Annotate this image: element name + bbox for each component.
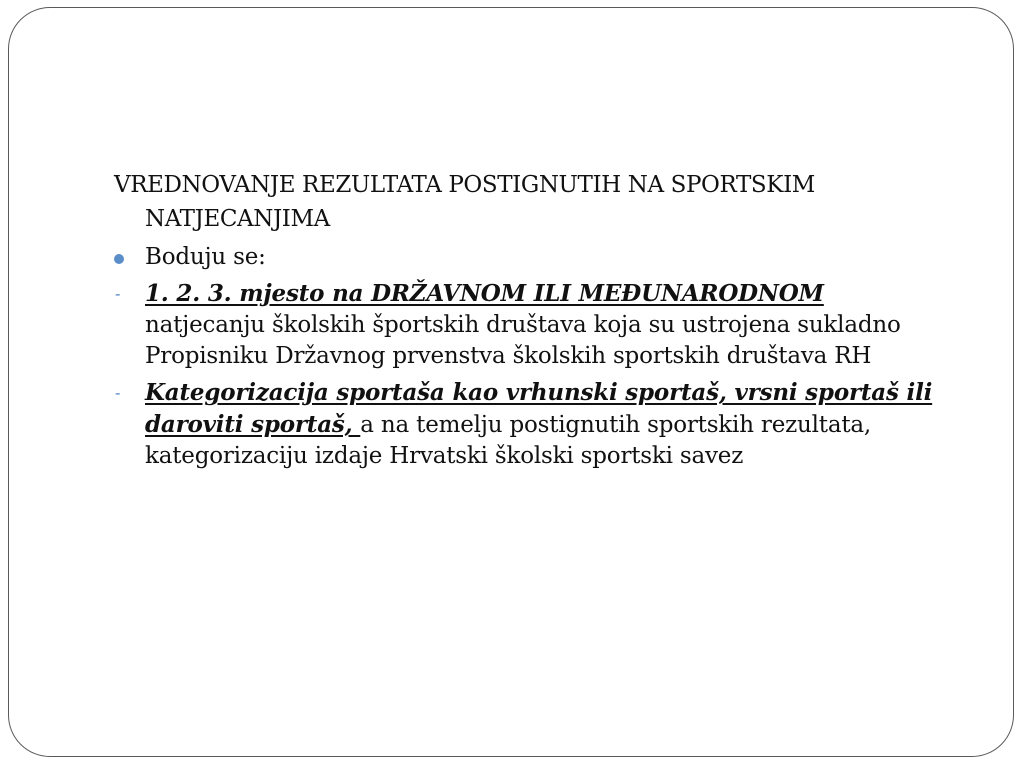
item-emphasis: 1. 2. 3. mjesto na DRŽAVNOM ILI MEĐUNARODNOM: [145, 280, 824, 307]
bullet-item: [114, 242, 934, 273]
slide-heading: VREDNOVANJE REZULTATA POSTIGNUTIH NA SPORTSKIM NATJECANJIMA: [114, 172, 815, 232]
dash-marker: -: [115, 383, 121, 402]
item-text: a na temelju postignutih sportskih rezultata, kategorizaciju izdaje Hrvatski školski sportski savez: [145, 412, 872, 469]
list-item-2: [114, 377, 934, 472]
item-emphasis: Kategorizacija sportaša kao vrhunski sportaš, vrsni sportaš ili daroviti sportaš,: [145, 379, 933, 438]
slide-content: [114, 168, 934, 477]
list-item-1: [114, 278, 934, 372]
bullet-text: Boduju se:: [145, 244, 266, 270]
item-text: natjecanju školskih športskih društava koja su ustrojena sukladno Propisniku Državnog prvenstva školskih sportskih društava RH: [145, 312, 901, 369]
bullet-dot-icon: [114, 254, 124, 264]
dash-marker: -: [115, 284, 121, 303]
